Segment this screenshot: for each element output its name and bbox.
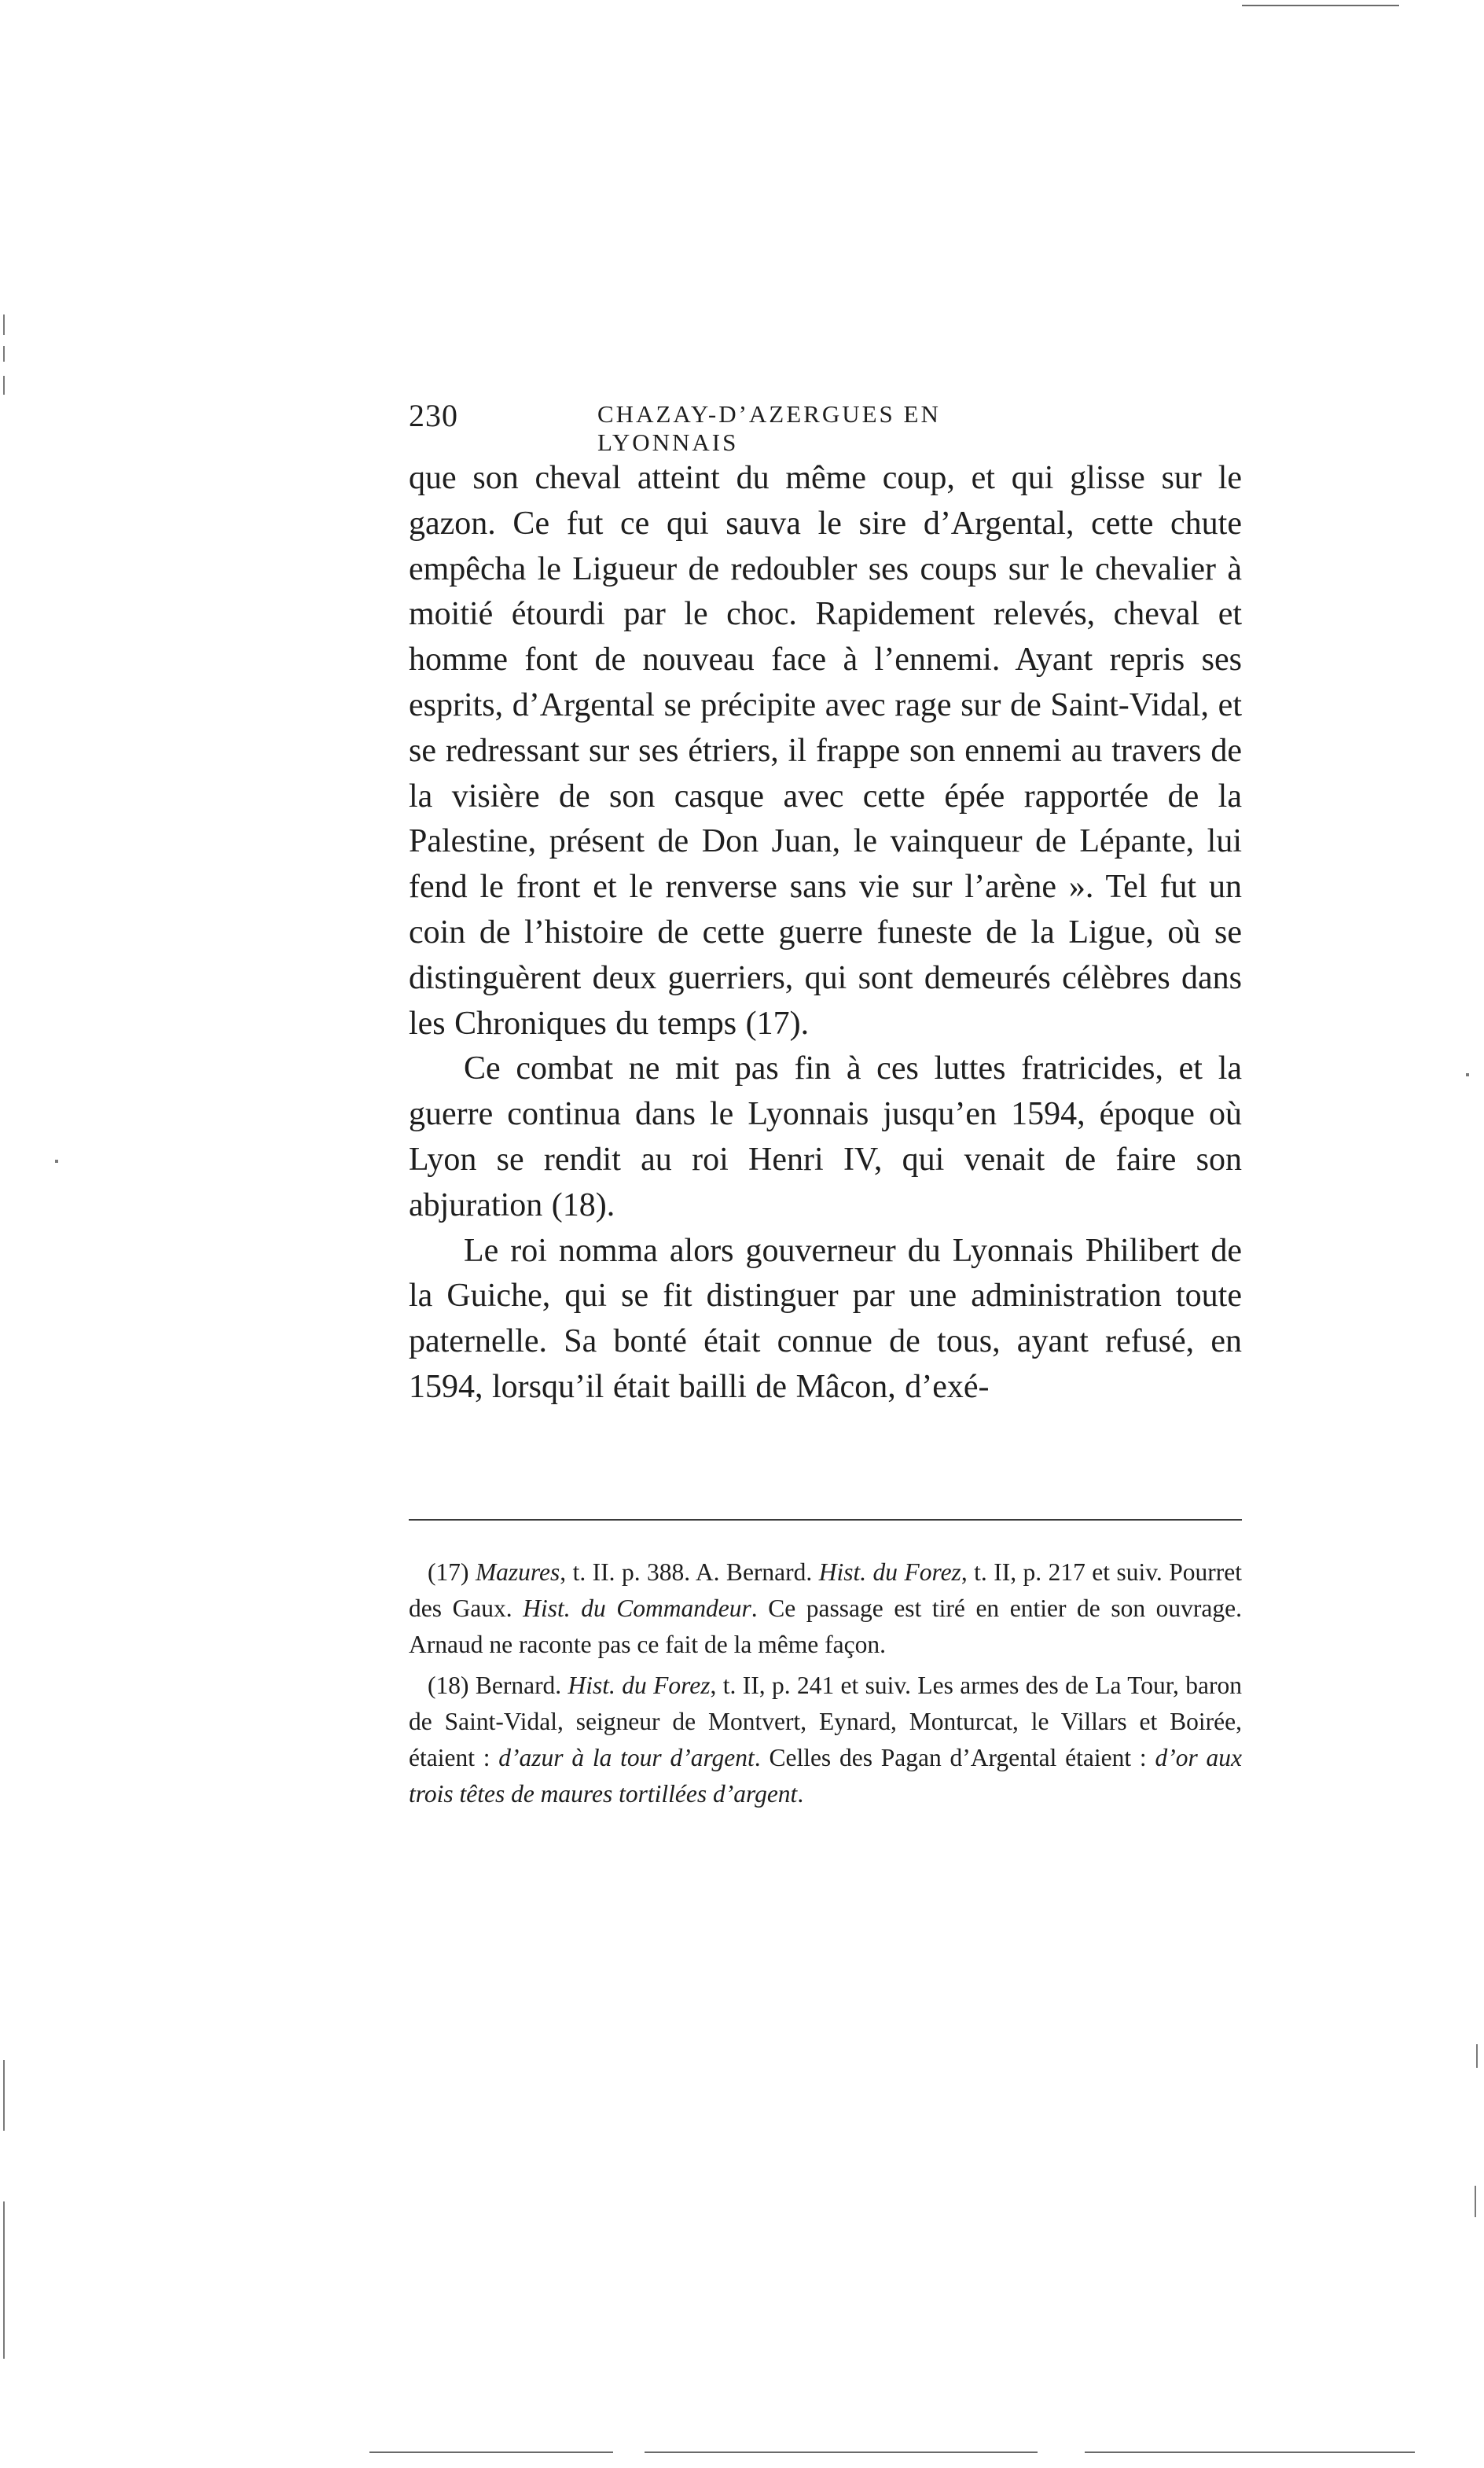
footnote-text: , t. II. p. 388. A. Bernard. xyxy=(560,1558,819,1586)
footnote-number: (17) xyxy=(428,1558,469,1586)
scan-mark-left-1 xyxy=(3,314,5,335)
footnote-citation: Hist. du Commandeur xyxy=(523,1594,751,1622)
footnote-citation: Hist. du Forez xyxy=(568,1672,711,1699)
footnote-text: , t. II, p. 217 et suiv. Pourret des Gaux. xyxy=(409,1558,1242,1622)
footnote-citation: d’or aux trois têtes de maures tortillées d’argent xyxy=(409,1744,1242,1808)
footnote-17 xyxy=(409,1554,1242,1663)
footnote-text: Bernard. xyxy=(468,1672,568,1699)
main-text xyxy=(409,456,1242,1411)
scan-edge-bottom-3 xyxy=(1085,2451,1415,2453)
footnote-citation: d’azur à la tour d’argent xyxy=(498,1744,755,1771)
footnote-text: . Celles des Pagan d’Argental étaient : xyxy=(754,1744,1155,1771)
paragraph-1: que son cheval atteint du même coup, et qui glisse sur le gazon. Ce fut ce qui sauva le sire d’Argental, cette chute empêcha le Ligueur de redoubler ses coups sur le chevalier à moitié étourdi par le choc. Rapidement relevés, cheval et homme font de nouveau face à l’ennemi. Ayant repris ses esprits, d’Argental se précipite avec rage sur de Saint-Vidal, et se redressant sur ses étriers, il frappe son ennemi au travers de la visière de son casque avec cette épée rapportée de la Palestine, présent de Don Juan, le vainqueur de Lépante, lui fend le front et le renverse sans vie sur l’arène ». Tel fut un coin de l’histoire de cette guerre funeste de la Ligue, où se distinguèrent deux guerriers, qui sont demeurés célèbres dans les Chroniques du temps (17). xyxy=(409,460,1242,1042)
scan-dot-left xyxy=(55,1160,58,1163)
scan-mark-left-2 xyxy=(3,346,5,362)
scan-edge-bottom-1 xyxy=(369,2451,613,2453)
footnote-citation: Mazures xyxy=(475,1558,560,1586)
page-header xyxy=(409,397,1069,456)
scan-edge-top xyxy=(1242,5,1399,6)
footnote-number: (18) xyxy=(428,1672,469,1699)
footnotes xyxy=(409,1554,1242,1817)
running-title: CHAZAY-D’AZERGUES EN LYONNAIS xyxy=(597,400,941,456)
scan-mark-right-1 xyxy=(1476,2044,1478,2068)
scan-mark-left-4 xyxy=(3,2060,5,2131)
page-number: 230 xyxy=(409,398,458,433)
footnote-text: . Ce passage est tiré en entier de son ouvrage. Arnaud ne raconte pas ce fait de la même façon. xyxy=(409,1594,1242,1658)
footnote-citation: Hist. du Forez xyxy=(818,1558,961,1586)
footnote-separator xyxy=(409,1519,1242,1521)
footnote-text: . xyxy=(797,1780,804,1808)
paragraph-3: Le roi nomma alors gouverneur du Lyonnais Philibert de la Guiche, qui se fit distinguer par une administration toute paternelle. Sa bonté était connue de tous, ayant refusé, en 1594, lorsqu’il était bailli de Mâcon, d’exé- xyxy=(409,1232,1242,1405)
scan-mark-left-5 xyxy=(3,2201,5,2359)
scan-mark-left-3 xyxy=(3,376,5,395)
paragraph-2: Ce combat ne mit pas fin à ces luttes fratricides, et la guerre continua dans le Lyonnais jusqu’en 1594, époque où Lyon se rendit au roi Henri IV, qui venait de faire son abjuration (18). xyxy=(409,1050,1242,1223)
footnote-18 xyxy=(409,1668,1242,1812)
footnote-text: , t. II, p. 241 et suiv. Les armes des de La Tour, baron de Saint-Vidal, seigneur de Montvert, Eynard, Monturcat, le Villars et Boirée, étaient : xyxy=(409,1672,1242,1771)
scan-mark-right-2 xyxy=(1475,2186,1476,2217)
scan-dot-right xyxy=(1466,1073,1469,1076)
footnote-text xyxy=(468,1558,475,1586)
scan-edge-bottom-2 xyxy=(645,2451,1038,2453)
